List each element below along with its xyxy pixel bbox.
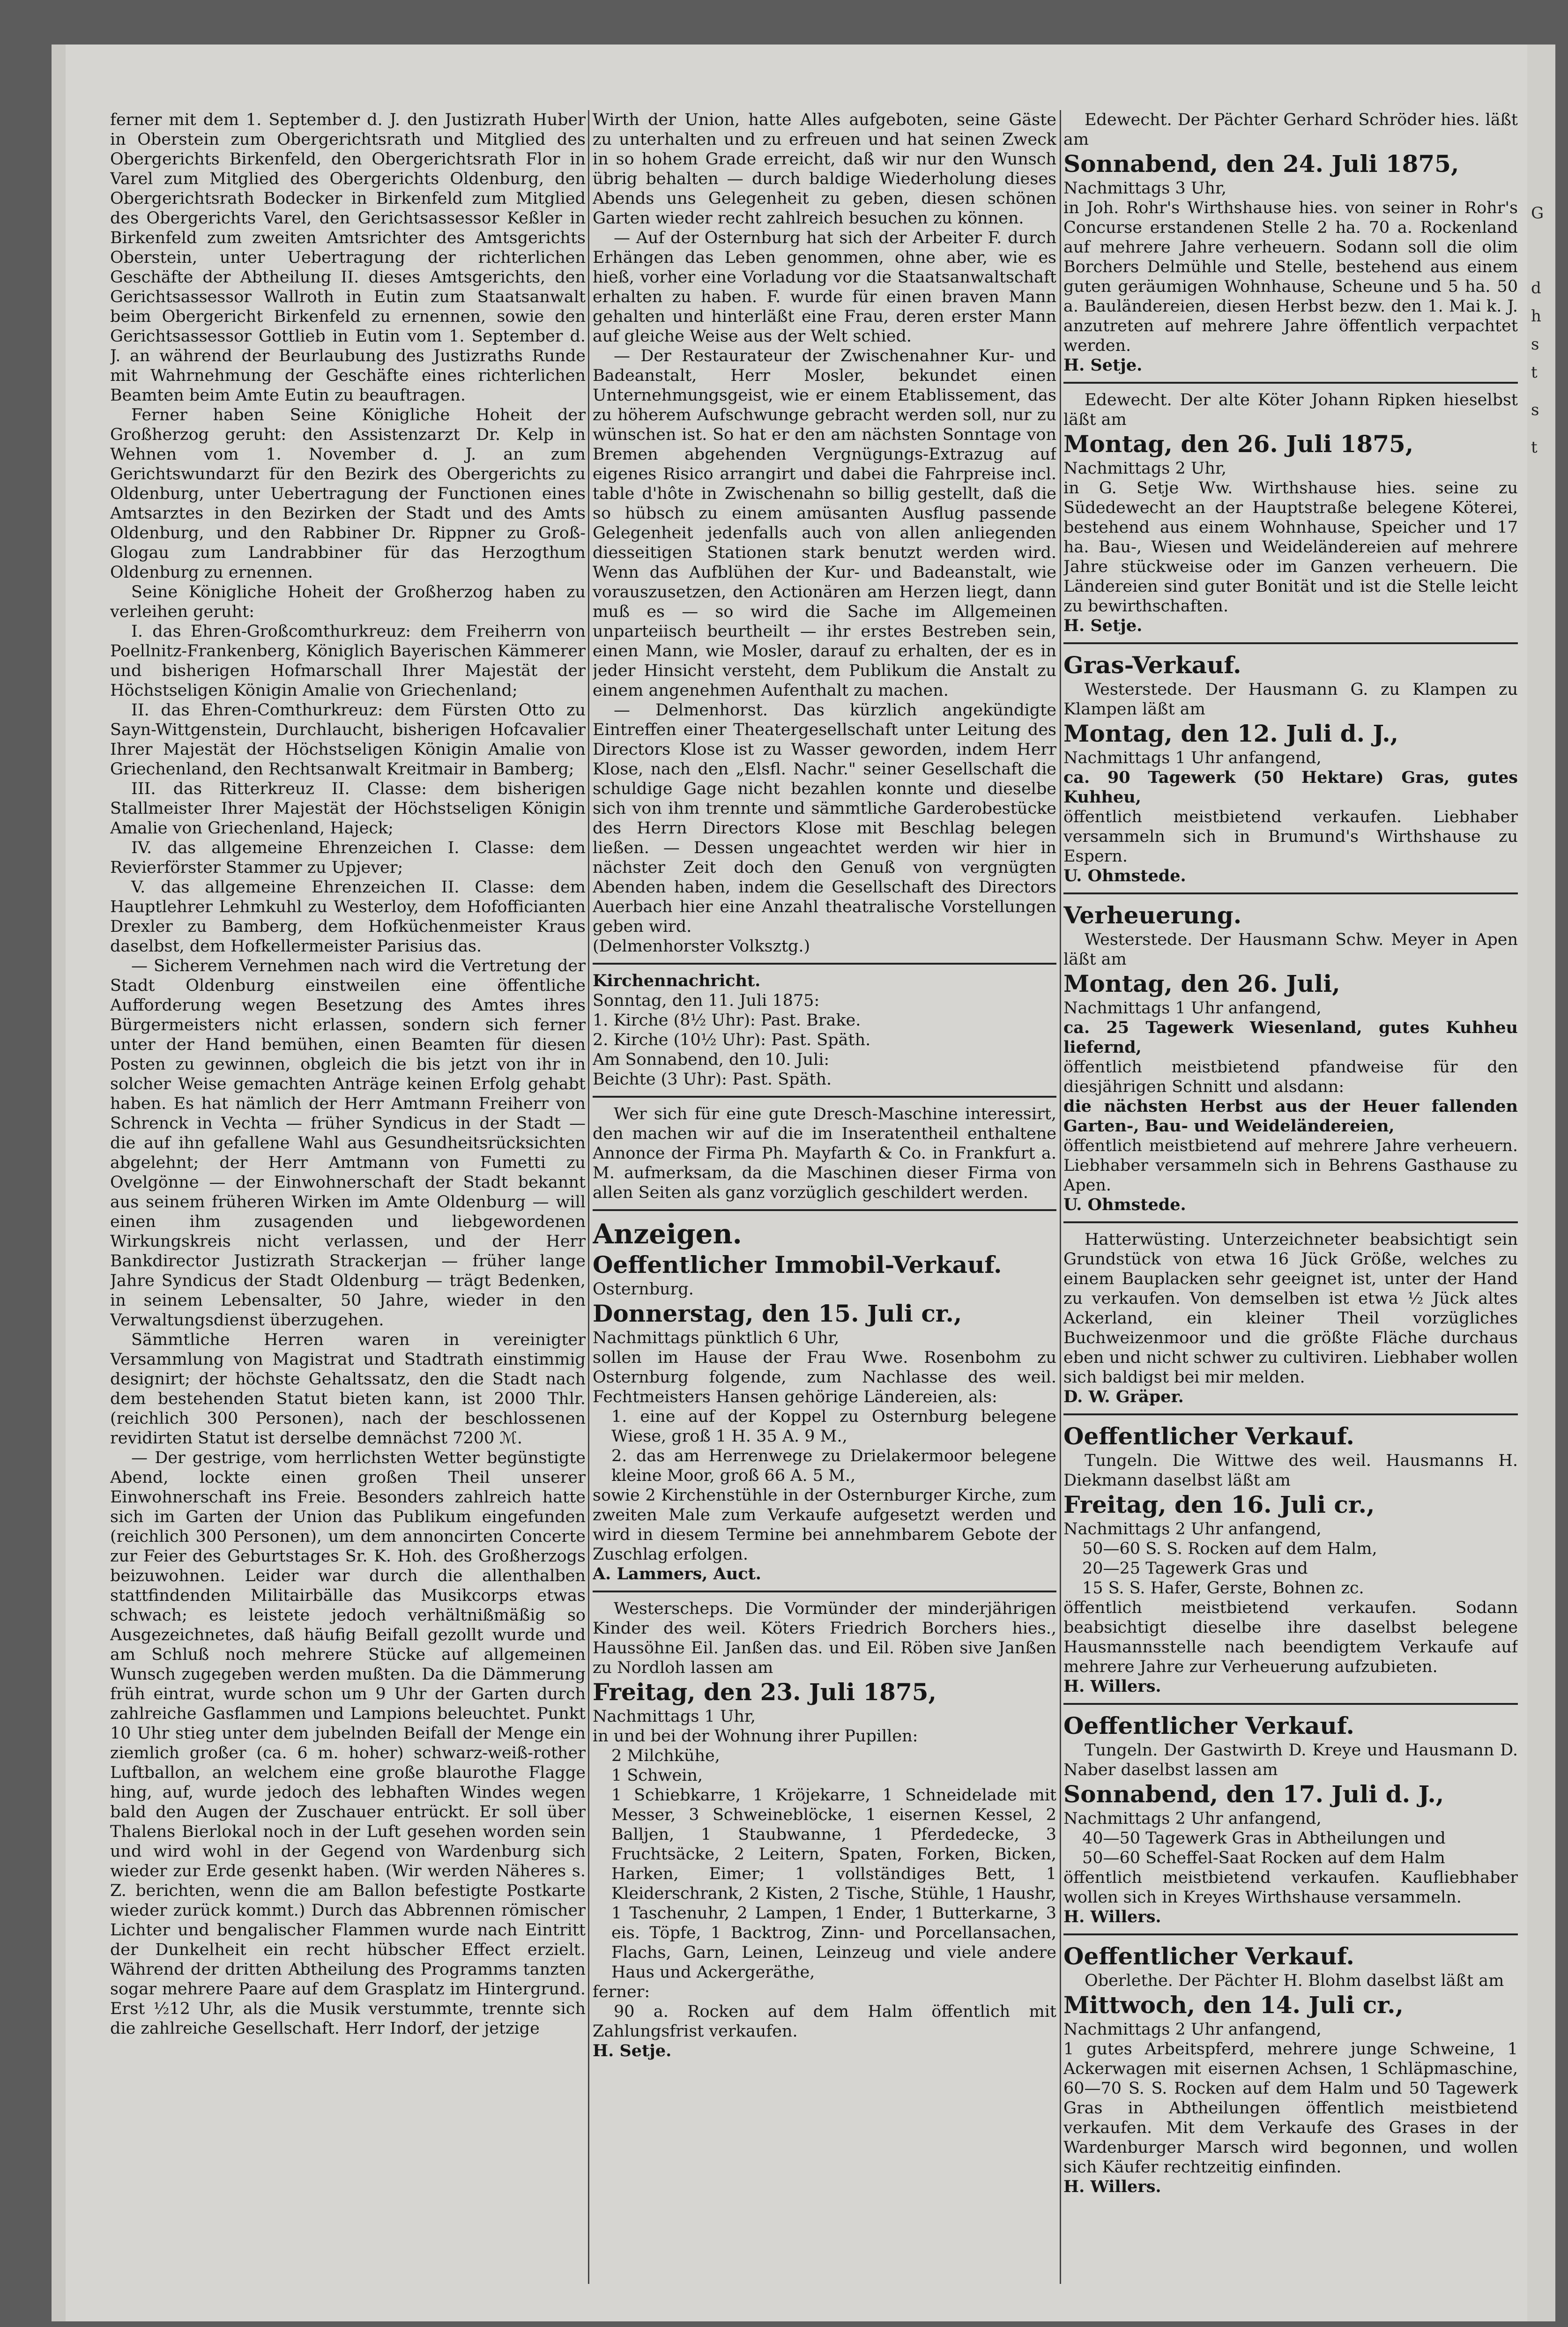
ad-text: 90 a. Rocken auf dem Halm öffentlich mit Zahlungsfrist verkaufen. <box>593 2002 1056 2041</box>
ad-text: Edewecht. Der Pächter Gerhard Schröder hies. läßt am <box>1063 111 1518 149</box>
paragraph: Wirth der Union, hatte Alles aufgeboten, seine Gäste zu unterhalten und zu erfreuen und hat seinen Zweck in so hohem Grade erreicht, daß wir nur den Wunsch übrig behalten — durch baldige Wiederholung dieses Abends uns Gelegenheit zu geben, diesen schönen Garten wieder recht zahlreich besuchen zu können. <box>593 111 1056 228</box>
anzeigen-heading: Anzeigen. <box>593 1218 742 1250</box>
edge-letter: G <box>1531 204 1544 223</box>
paragraph: Seine Königliche Hoheit der Großherzog haben zu verleihen geruht: <box>110 583 586 621</box>
ad-item: ca. 90 Tagewerk (50 Hektare) Gras, gutes Kuhheu, <box>1063 768 1518 807</box>
column-rule <box>588 110 589 2284</box>
ad-signature: D. W. Gräper. <box>1063 1387 1184 1406</box>
divider <box>1063 642 1518 644</box>
ad-date: Montag, den 26. Juli, <box>1063 970 1340 997</box>
list-item: 2. das am Herrenwege zu Drielakermoor belegene kleine Moor, groß 66 A. 5 M., <box>611 1447 1056 1485</box>
ad-signature: U. Ohmstede. <box>1063 1195 1186 1214</box>
edge-letter: s <box>1531 401 1539 419</box>
ad-title: Oeffentlicher Verkauf. <box>1063 1942 1354 1970</box>
divider <box>593 1096 1056 1098</box>
ad-text: Westerstede. Der Hausmann G. zu Klampen zu Klampen läßt am <box>1063 680 1518 719</box>
news-source: (Delmenhorster Volksztg.) <box>593 937 810 956</box>
ad-date: Mittwoch, den 14. Juli cr., <box>1063 1991 1404 2019</box>
paragraph: Sämmtliche Herren waren in vereinigter Versammlung von Magistrat und Stadtrath einstimmig designirt; der höchste Gehaltssatz, den die Stadt nach dem bestehenden Statut bieten kann, ist 2000 Thlr. (reichlich 300 Personen), nach der beschlossenen revidirten Statut ist derselbe demnächst 7200 ℳ. <box>110 1331 586 1448</box>
ad-time: Nachmittags 1 Uhr anfangend, <box>1063 999 1322 1018</box>
page-fold-edge <box>52 45 66 2321</box>
paragraph: IV. das allgemeine Ehrenzeichen I. Classe: dem Revierförster Stammer zu Upjever; <box>110 839 586 877</box>
ad-text: öffentlich meistbietend verkaufen. Sodann beabsichtigt dieselbe ihre daselbst belegene Hausmannsstelle nach beendigtem Verkaufe auf mehrere Jahre zur Verheuerung aufzubieten. <box>1063 1598 1518 1676</box>
church-line: Beichte (3 Uhr): Past. Späth. <box>593 1070 832 1089</box>
ad-date: Freitag, den 23. Juli 1875, <box>593 1678 936 1706</box>
ad-time: Nachmittags 3 Uhr, <box>1063 179 1226 198</box>
divider <box>1063 1413 1518 1415</box>
column-news-2 <box>593 110 1056 2061</box>
divider <box>1063 1933 1518 1935</box>
ad-text: ferner: <box>593 1983 650 2001</box>
ad-time: Nachmittags 1 Uhr anfangend, <box>1063 749 1322 767</box>
ad-signature: U. Ohmstede. <box>1063 866 1186 885</box>
divider <box>1063 892 1518 894</box>
divider <box>593 1209 1056 1211</box>
ad-text: Hatterwüsting. Unterzeichneter beabsichtigt sein Grundstück von etwa 16 Jück Größe, welches zu einem Bauplacken sehr geeignet ist, unter der Hand zu verkaufen. Von demselben ist etwa ½ Jück altes Ackerland, ein kleiner Theil vorzügliches Buchweizenmoor und die größte Fläche durchaus eben und nicht schwer zu cultiviren. Liebhaber wollen sich baldigst bei mir melden. <box>1063 1230 1518 1387</box>
paragraph: V. das allgemeine Ehrenzeichen II. Classe: dem Hauptlehrer Lehmkuhl zu Westerloy, dem Hofofficianten Drexler zu Bamberg, dem Hofküchenmeister Kraus daselbst, dem Hofkellermeister Parisius das. <box>110 878 586 956</box>
ad-signature: H. Setje. <box>593 2041 672 2060</box>
divider <box>593 963 1056 965</box>
ad-time: Nachmittags pünktlich 6 Uhr, <box>593 1329 840 1347</box>
church-line: 2. Kirche (10½ Uhr): Past. Späth. <box>593 1031 871 1049</box>
paragraph: III. das Ritterkreuz II. Classe: dem bisherigen Stallmeister Ihrer Majestät der Höchstseligen Königin Amalie von Griechenland, Hajeck; <box>110 780 586 838</box>
paragraph: — Sicherem Vernehmen nach wird die Vertretung der Stadt Oldenburg einstweilen eine öffentliche Aufforderung wegen Besetzung des Amtes ihres Bürgermeisters nicht erlassen, sondern sich ferner unter der Hand bemühen, einen Beamten für diesen Posten zu gewinnen, obgleich die bis jetzt von ihr in solcher Weise gemachten Anträge keinen Erfolg gehabt haben. Es hat nämlich der Herr Amtmann Freiherr von Schrenck in Vechta — früher Syndicus in der Stadt — die auf ihn gefallene Wahl aus Gesundheitsrücksichten abgelehnt; der Herr Amtmann von Fumetti zu Ovelgönne — der Einwohnerschaft der Stadt bekannt aus seinem früheren Wirken im Amte Oldenburg — will einen ihm zusagenden und liebgewordenen Wirkungskreis nicht verlassen, und der Herr Bankdirector Justizrath Strackerjan — früher lange Jahre Syndicus der Stadt Oldenburg — trägt Bedenken, in seinem Lebensalter, 50 Jahre, wieder in den Verwaltungsdienst überzugehen. <box>110 957 586 1330</box>
column-rule <box>1060 110 1061 2284</box>
ad-text: 1 gutes Arbeitspferd, mehrere junge Schweine, 1 Ackerwagen mit eisernen Achsen, 1 Schläpmaschine, 60—70 S. S. Rocken auf dem Halm und 50 Tagewerk Gras in Abtheilungen öffentlich meistbietend verkaufen. Mit dem Verkaufe des Grases in der Wardenburger Marsch wird begonnen, und wollen sich Käufer rechtzeitig einfinden. <box>1063 2040 1518 2177</box>
ad-text: in G. Setje Ww. Wirthshause hies. seine zu Südedewecht an der Hauptstraße belegene Köterei, bestehend aus einem Wohnhause, Speicher und 17 ha. Bau-, Wiesen und Weideländereien auf mehrere Jahre stückweise oder im Ganzen verheuern. Die Ländereien sind guter Bonität und ist die Stelle leicht zu bewirthschaften. <box>1063 479 1518 616</box>
ad-date: Montag, den 12. Juli d. J., <box>1063 720 1399 747</box>
edge-letter: h <box>1531 307 1541 326</box>
ad-time: Nachmittags 2 Uhr anfangend, <box>1063 1520 1322 1539</box>
paragraph: I. das Ehren-Großcomthurkreuz: dem Freiherrn von Poellnitz-Frankenberg, Königlich Bayerischen Kämmerer und bisherigen Hofmarschall Ihrer Majestät der Höchstseligen Königin Amalie von Griechenland; <box>110 622 586 700</box>
ad-text: öffentlich meistbietend verkaufen. Kaufliebhaber wollen sich in Kreyes Wirthshause versammeln. <box>1063 1868 1518 1907</box>
ad-text: Oberlethe. Der Pächter H. Blohm daselbst läßt am <box>1085 1971 1504 1990</box>
church-line: Sonntag, den 11. Juli 1875: <box>593 991 820 1010</box>
list-item: 50—60 S. S. Rocken auf dem Halm, <box>1082 1539 1377 1558</box>
divider <box>1063 1703 1518 1705</box>
divider <box>1063 382 1518 384</box>
ad-time: Nachmittags 1 Uhr, <box>593 1707 756 1726</box>
list-item: 2 Milchkühe, <box>611 1747 720 1765</box>
list-item: 50—60 Scheffel-Saat Rocken auf dem Halm <box>1082 1849 1445 1867</box>
paragraph: — Der Restaurateur der Zwischenahner Kur- und Badeanstalt, Herr Mosler, bekundet einen Unternehmungsgeist, wie er einem Etablissement, das zu höherem Aufschwunge gebracht werden soll, nur zu wünschen ist. So hat er den am nächsten Sonntage von Bremen abgehenden Vergnügungs-Extrazug auf eigenes Risico arrangirt und dabei die Fahrpreise incl. table d'hôte in Zwischenahn so billig gestellt, daß die so hübsch zu einem amüsanten Ausflug passende Gelegenheit jedenfalls auch von allen anliegenden diesseitigen Stationen stark benutzt werden wird. Wenn das Aufblühen der Kur- und Badeanstalt, wie vorauszusetzen, den Actionären am Herzen liegt, dann muß es — so wird die Sache im Allgemeinen unparteiisch beurtheilt — ihr erstes Bestreben sein, einen Mann, wie Mosler, darauf zu erhalten, der es in jeder Hinsicht versteht, dem Publikum die Anstalt zu einem angenehmen Aufenthalt zu machen. <box>593 347 1056 700</box>
ad-text: Tungeln. Der Gastwirth D. Kreye und Hausmann D. Naber daselbst lassen am <box>1063 1741 1518 1779</box>
list-item: 1 Schiebkarre, 1 Kröjekarre, 1 Schneidelade mit Messer, 3 Schweineblöcke, 1 eisernen Kessel, 2 Balljen, 1 Staubwanne, 1 Pferdedecke, 3 Fruchtsäcke, 2 Leitern, Spaten, Forken, Bicken, Harken, Eimer; 1 vollständiges Bett, 1 Kleiderschrank, 2 Kisten, 2 Tische, Stühle, 1 Haushr, 1 Taschenuhr, 2 Lampen, 1 Ender, 1 Butterkarne, 3 eis. Töpfe, 1 Backtrog, Zinn- und Porcellansachen, Flachs, Garn, Leinen, Leinzeug und viele andere Haus und Ackergeräthe, <box>611 1786 1056 1982</box>
edge-letter: t <box>1531 363 1538 382</box>
list-item: 1. eine auf der Koppel zu Osternburg belegene Wiese, groß 1 H. 35 A. 9 M., <box>611 1407 1056 1446</box>
divider <box>593 1591 1056 1592</box>
edge-letter: d <box>1531 279 1541 297</box>
divider <box>1063 1221 1518 1223</box>
edge-letter: s <box>1531 335 1539 354</box>
paragraph: ferner mit dem 1. September d. J. den Justizrath Huber in Oberstein zum Obergerichtsrath und Mitglied des Obergerichts Birkenfeld, den Obergerichtsrath Flor in Varel zum Mitglied des Obergerichts Oldenburg, den Obergerichtsrath Bodecker in Birkenfeld zum Mitglied des Obergerichts Varel, den Gerichtsassessor Keßler in Birkenfeld zum zweiten Amtsrichter des Amtsgerichts Oberstein, unter Uebertragung der richterlichen Geschäfte der Abtheilung II. dieses Amtsgerichts, den Gerichtsassessor Wallroth in Eutin zum Staatsanwalt beim Obergericht Birkenfeld zu ernennen, sowie den Gerichtsassessor Gottlieb in Eutin vom 1. September d. J. an während der Beurlaubung des Justizraths Runde mit Wahrnehmung der Geschäfte eines richterlichen Beamten beim Amte Eutin zu beauftragen. <box>110 111 586 405</box>
ad-text: öffentlich meistbietend verkaufen. Liebhaber versammeln sich in Brumund's Wirthshause zu Espern. <box>1063 808 1518 866</box>
paragraph: — Delmenhorst. Das kürzlich angekündigte Eintreffen einer Theatergesellschaft unter Leitung des Directors Klose ist zu Wasser geworden, indem Herr Klose, nach den „Elsfl. Nachr." seiner Gesellschaft die schuldige Gage nicht bezahlen konnte und dieselbe sich von ihm trennte und sämmtliche Garderobestücke des Herrn Directors Klose mit Beschlag belegen ließen. — Dessen ungeachtet werden wir hier in nächster Zeit doch den Genuß von vergnügten Abenden haben, indem die Gesellschaft des Directors Auerbach hier eine Anzahl theatralische Vorstellungen geben wird. <box>593 701 1056 936</box>
ad-text: öffentlich meistbietend pfandweise für den diesjährigen Schnitt und alsdann: <box>1063 1058 1518 1096</box>
ad-text: in und bei der Wohnung ihrer Pupillen: <box>593 1727 918 1746</box>
ad-signature: A. Lammers, Auct. <box>593 1564 761 1584</box>
list-item: 40—50 Tagewerk Gras in Abtheilungen und <box>1082 1829 1446 1848</box>
church-line: 1. Kirche (8½ Uhr): Past. Brake. <box>593 1011 861 1030</box>
ad-signature: H. Willers. <box>1063 1677 1161 1696</box>
ad-date: Donnerstag, den 15. Juli cr., <box>593 1300 962 1327</box>
ad-title: Oeffentlicher Immobil-Verkauf. <box>593 1251 1002 1279</box>
ad-date: Freitag, den 16. Juli cr., <box>1063 1491 1375 1518</box>
paragraph: II. das Ehren-Comthurkreuz: dem Fürsten Otto zu Sayn-Wittgenstein, Durchlaucht, bisherigen Hofcavalier Ihrer Majestät der Höchstseligen Königin Amalie von Griechenland, den Rechtsanwalt Kreitmair in Bamberg; <box>110 701 586 779</box>
ad-text: in Joh. Rohr's Wirthshause hies. von seiner in Rohr's Concurse erstandenen Stelle 2 ha. 70 a. Rockenland auf mehrere Jahre verheuern. Sodann soll die olim Borchers Delmühle und Stelle, bestehend aus einem guten geräumigen Wohnhause, Scheune und 5 ha. 50 a. Bauländereien, diesen Herbst bezw. den 1. Mai k. J. anzutreten auf mehrere Jahre öffentlich verpachtet werden. <box>1063 199 1518 355</box>
dresch-notice: Wer sich für eine gute Dresch-Maschine interessirt, den machen wir auf die im Inseratentheil enthaltene Annonce der Firma Ph. Mayfarth & Co. in Frankfurt a. M. aufmerksam, da die Maschinen dieser Firma von allen Seiten als ganz vorzüglich geschildert werden. <box>593 1105 1056 1202</box>
ad-date: Sonnabend, den 24. Juli 1875, <box>1063 150 1459 178</box>
ad-item: die nächsten Herbst aus der Heuer fallenden Garten-, Bau- und Weideländereien, <box>1063 1097 1518 1136</box>
ad-date: Montag, den 26. Juli 1875, <box>1063 430 1414 458</box>
ad-title: Oeffentlicher Verkauf. <box>1063 1422 1354 1450</box>
church-title: Kirchennachricht. <box>593 971 761 990</box>
ad-date: Sonnabend, den 17. Juli d. J., <box>1063 1780 1444 1808</box>
ad-text: Westerscheps. Die Vormünder der minderjährigen Kinder des weil. Köters Friedrich Borchers hies., Haussöhne Eil. Janßen das. und Eil. Röben sive Janßen zu Nordloh lassen am <box>593 1599 1056 1677</box>
church-line: Am Sonnabend, den 10. Juli: <box>593 1050 830 1069</box>
ad-signature: H. Setje. <box>1063 616 1143 635</box>
column-ads <box>1063 110 1518 2197</box>
ad-time: Nachmittags 2 Uhr anfangend, <box>1063 1809 1322 1828</box>
ad-title: Verheuerung. <box>1063 901 1242 929</box>
ad-text: Edewecht. Der alte Köter Johann Ripken hieselbst läßt am <box>1063 391 1518 429</box>
column-news-1 <box>110 110 586 2038</box>
list-item: 1 Schwein, <box>611 1766 703 1785</box>
ad-place: Osternburg. <box>593 1280 694 1299</box>
list-item: 20—25 Tagewerk Gras und <box>1082 1559 1308 1578</box>
ad-title: Gras-Verkauf. <box>1063 651 1241 679</box>
ad-text: sollen im Hause der Frau Wwe. Rosenbohm zu Osternburg folgende, zum Nachlasse des weil. Fechtmeisters Hansen gehörige Ländereien, als: <box>593 1348 1056 1406</box>
ad-signature: H. Setje. <box>1063 356 1143 375</box>
edge-letter: t <box>1531 438 1538 457</box>
ad-time: Nachmittags 2 Uhr, <box>1063 459 1226 478</box>
ad-text: Tungeln. Die Wittwe des weil. Hausmanns H. Diekmann daselbst läßt am <box>1063 1451 1518 1490</box>
ad-text: Westerstede. Der Hausmann Schw. Meyer in Apen läßt am <box>1063 930 1518 969</box>
ad-signature: H. Willers. <box>1063 2177 1161 2196</box>
ad-signature: H. Willers. <box>1063 1907 1161 1926</box>
paragraph: — Auf der Osternburg hat sich der Arbeiter F. durch Erhängen das Leben genommen, ohne aber, wie es hieß, vorher eine Vorladung vor die Staatsanwaltschaft erhalten zu haben. F. wurde für einen braven Mann gehalten und hinterläßt eine Frau, deren erster Mann auf gleiche Weise aus der Welt schied. <box>593 229 1056 346</box>
next-page-edge <box>1527 45 1555 2321</box>
ad-text: sowie 2 Kirchenstühle in der Osternburger Kirche, zum zweiten Male zum Verkaufe aufgesetzt werden und wird in diesem Termine bei annehmbarem Gebote der Zuschlag erfolgen. <box>593 1486 1056 1564</box>
ad-time: Nachmittags 2 Uhr anfangend, <box>1063 2020 1322 2039</box>
paragraph: Ferner haben Seine Königliche Hoheit der Großherzog geruht: den Assistenzarzt Dr. Kelp in Wehnen vom 1. November d. J. an zum Gerichtswundarzt für den Bezirk des Obergerichts zu Oldenburg, unter Uebertragung der Functionen eines Amtsarztes in den Bezirken der Stadt und des Amts Oldenburg, und den Rabbiner Dr. Rippner zu Groß-Glogau zum Landrabbiner für das Herzogthum Oldenburg zu ernennen. <box>110 406 586 582</box>
list-item: 15 S. S. Hafer, Gerste, Bohnen zc. <box>1082 1579 1364 1598</box>
ad-item: ca. 25 Tagewerk Wiesenland, gutes Kuhheu liefernd, <box>1063 1018 1518 1057</box>
paragraph: — Der gestrige, vom herrlichsten Wetter begünstigte Abend, lockte einen großen Theil unserer Einwohnerschaft ins Freie. Besonders zahlreich hatte sich im Garten der Union das Publikum eingefunden (reichlich 300 Personen), um dem annoncirten Concerte zur Feier des Geburtstages Sr. K. Hoh. des Großherzogs beizuwohnen. Leider war durch die allenthalben stattfindenden Militairbälle das Musikcorps etwas schwach; es leistete jedoch verhältnißmäßig so Ausgezeichnetes, daß häufig Beifall gezollt wurde und am Schluß noch mehrere Stücke auf allgemeinen Wunsch zugegeben werden mußten. Da die Dämmerung früh eintrat, wurde schon um 9 Uhr der Garten durch zahlreiche Gasflammen und Lampions beleuchtet. Punkt 10 Uhr stieg unter dem jubelnden Beifall der Menge ein ziemlich großer (ca. 6 m. hoher) schwarz-weiß-rother Luftballon, an welchem eine große blaurothe Flagge hing, auf, wurde jedoch des lebhaften Windes wegen bald den Augen der Zuschauer entrückt. Er soll über Thalens Bierlokal noch in der Luft gesehen worden sein und wird wohl in der Gegend von Wardenburg sich wieder zur Erde gesenkt haben. (Wir werden Näheres s. Z. berichten, wenn die am Ballon befestigte Postkarte wieder zurück kommt.) Durch das Abbrennen römischer Lichter und bengalischer Flammen wurde nach Eintritt der Dunkelheit ein recht hübscher Effect erzielt. Während der dritten Abtheilung des Programms tanzten sogar mehrere Paare auf dem Grasplatz im Hintergrund. Erst ½12 Uhr, als die Musik verstummte, trennte sich die zahlreiche Gesellschaft. Herr Indorf, der jetzige <box>110 1449 586 2038</box>
ad-text: öffentlich meistbietend auf mehrere Jahre verheuern. Liebhaber versammeln sich in Behrens Gasthause zu Apen. <box>1063 1137 1518 1195</box>
ad-title: Oeffentlicher Verkauf. <box>1063 1712 1354 1740</box>
